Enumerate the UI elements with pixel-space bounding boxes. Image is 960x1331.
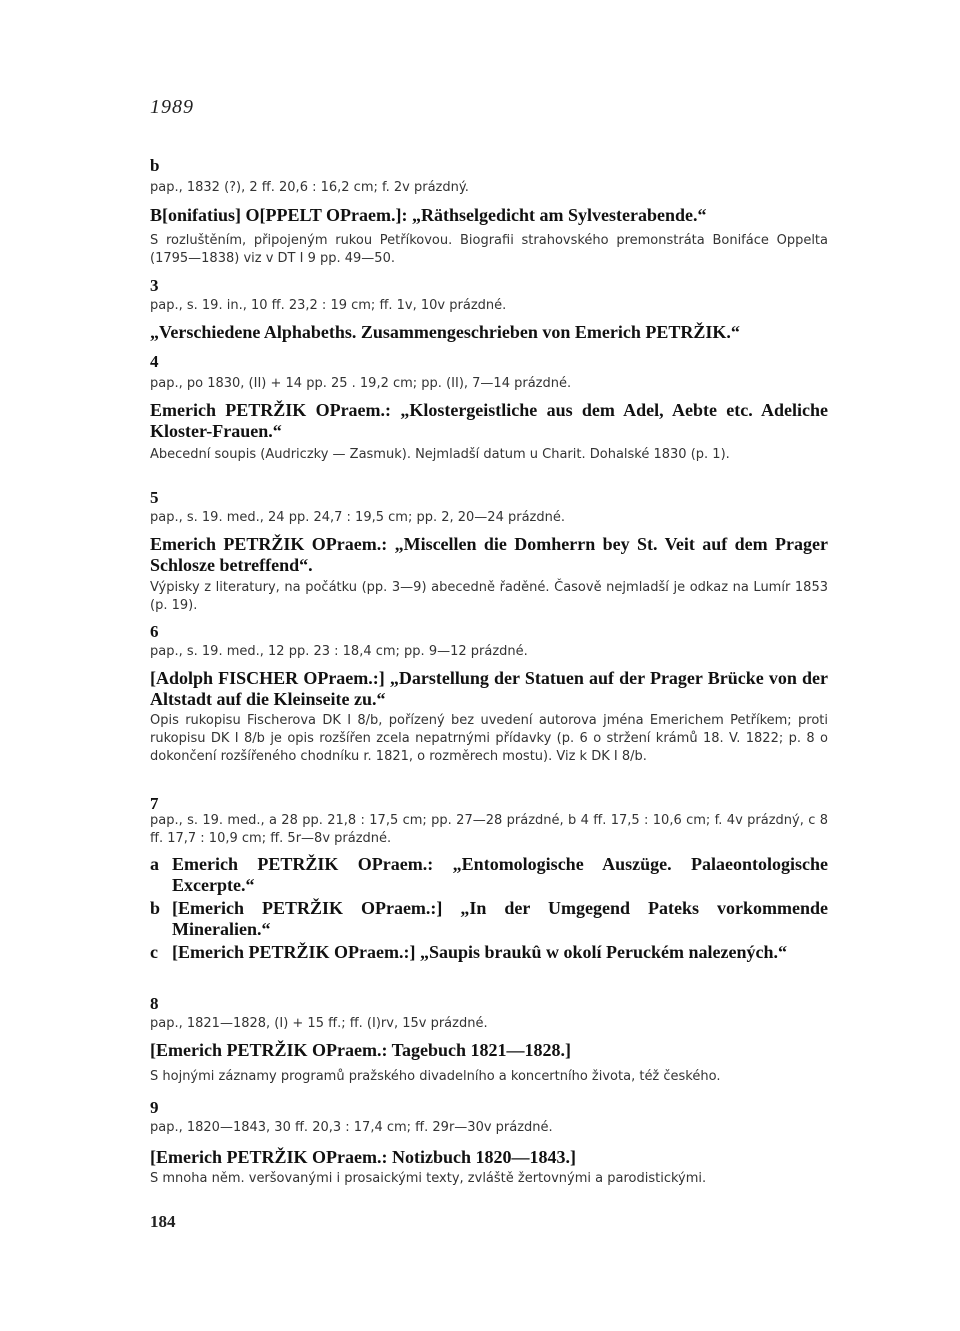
entry-physical-description: pap., s. 19. in., 10 ff. 23,2 : 19 cm; ff. 1v, 10v prázdné.: [150, 298, 507, 313]
entry-physical-description: pap., 1832 (?), 2 ff. 20,6 : 16,2 cm; f. 2v prázdný.: [150, 180, 469, 195]
sub-item: [150, 942, 828, 963]
entry-number: 8: [150, 994, 159, 1013]
entry-note: S hojnými záznamy programů pražského divadelního a koncertního života, též českého.: [150, 1069, 721, 1084]
page-number: 184: [150, 1212, 176, 1231]
sub-item-title: [Emerich PETRŽIK OPraem.:] „Saupis braukû w okolí Peruckém nalezených.“: [172, 942, 787, 962]
entry-number: 3: [150, 276, 159, 295]
sub-item-title: Emerich PETRŽIK OPraem.: „Entomologische Auszüge. Palaeontologische Excerpte.“: [172, 854, 828, 895]
entry-title: B[onifatius] O[PPELT OPraem.]: „Räthselgedicht am Sylvesterabende.“: [150, 205, 707, 225]
page-header-number: 1989: [150, 96, 194, 118]
entry-number: b: [150, 156, 160, 175]
entry-note: Abecední soupis (Audriczky — Zasmuk). Nejmladší datum u Charit. Dohalské 1830 (p. 1).: [150, 447, 730, 462]
entry-note: S rozluštěním, připojeným rukou Petříkovou. Biografii strahovského premonstráta Bonifáce Oppelta (1795—1838) viz v DT I 9 pp. 49—50.: [150, 233, 828, 266]
entry-number: 9: [150, 1098, 159, 1117]
entry-note: Opis rukopisu Fischerova DK I 8/b, pořízený bez uvedení autorova jména Emerichem Petříkem; proti rukopisu DK I 8/b je opis rozšířen zcela nepatrnými přídavky (p. 6 o stržení krámů 18. V. 1822; p. 8 o dokončení rozšířeného chodníku r. 1821, o rozměrech mostu). Viz k DK I 8/b.: [150, 713, 828, 764]
entry-title: [Emerich PETRŽIK OPraem.: Notizbuch 1820—1843.]: [150, 1147, 576, 1167]
entry-physical-description: pap., s. 19. med., 12 pp. 23 : 18,4 cm; pp. 9—12 prázdné.: [150, 644, 528, 659]
entry-note: Výpisky z literatury, na počátku (pp. 3—9) abecedně řaděné. Časově nejmladší je odkaz na Lumír 1853 (p. 19).: [150, 580, 828, 613]
entry-title: „Verschiedene Alphabeths. Zusammengeschrieben von Emerich PETRŽIK.“: [150, 322, 740, 342]
entry-number: 4: [150, 352, 159, 371]
entry-title: [Adolph FISCHER OPraem.:] „Darstellung der Statuen auf der Prager Brücke von der Altstadt auf die Kleinseite zu.“: [150, 668, 828, 709]
entry-note: S mnoha něm. veršovanými i prosaickými texty, zvláště žertovnými a parodistickými.: [150, 1171, 707, 1186]
sub-item-title: [Emerich PETRŽIK OPraem.:] „In der Umgegend Pateks vorkommende Mineralien.“: [172, 898, 828, 939]
entry-physical-description: pap., 1821—1828, (I) + 15 ff.; ff. (I)rv, 15v prázdné.: [150, 1016, 488, 1031]
sub-item-letter: a: [150, 854, 159, 874]
entry-physical-description: pap., s. 19. med., a 28 pp. 21,8 : 17,5 cm; pp. 27—28 prázdné, b 4 ff. 17,5 : 10,6 cm; f. 4v prázdný, c 8 ff. 17,7 : 10,9 cm; ff. 5r—8v prázdné.: [150, 813, 828, 846]
entry-number: 5: [150, 488, 159, 507]
entry-physical-description: pap., po 1830, (II) + 14 pp. 25 . 19,2 cm; pp. (II), 7—14 prázdné.: [150, 376, 572, 391]
sub-item: [150, 854, 828, 896]
entry-number: 6: [150, 622, 159, 641]
entry-physical-description: pap., s. 19. med., 24 pp. 24,7 : 19,5 cm; pp. 2, 20—24 prázdné.: [150, 510, 565, 525]
entry-physical-description: pap., 1820—1843, 30 ff. 20,3 : 17,4 cm; ff. 29r—30v prázdné.: [150, 1120, 553, 1135]
sub-item-letter: c: [150, 942, 158, 962]
sub-item-letter: b: [150, 898, 161, 918]
sub-item: [150, 898, 828, 940]
entry-title: Emerich PETRŽIK OPraem.: „Miscellen die Domherrn bey St. Veit auf dem Prager Schlosze betreffend“.: [150, 534, 828, 575]
entry-number: 7: [150, 794, 159, 813]
entry-title: [Emerich PETRŽIK OPraem.: Tagebuch 1821—1828.]: [150, 1040, 571, 1060]
entry-title: Emerich PETRŽIK OPraem.: „Klostergeistliche aus dem Adel, Aebte etc. Adeliche Kloster-Frauen.“: [150, 400, 828, 441]
